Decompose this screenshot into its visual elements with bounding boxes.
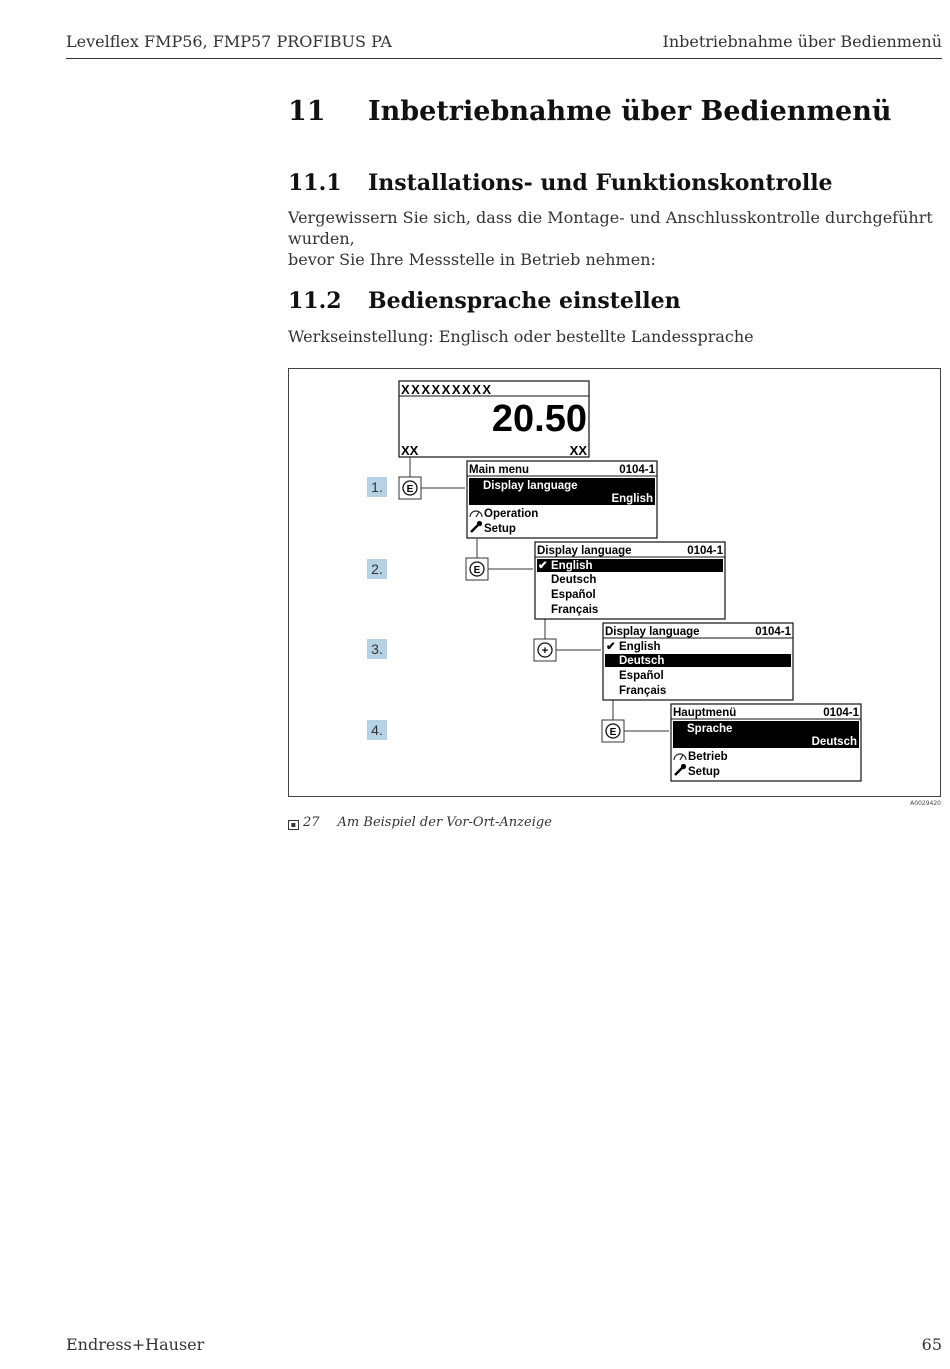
chapter-heading xyxy=(288,96,892,127)
menu-navigation-diagram xyxy=(289,369,942,798)
figure-caption-text: Am Beispiel der Vor-Ort-Anzeige xyxy=(337,815,552,830)
figure-icon: ▪ xyxy=(288,820,299,830)
enter-key-3-icon xyxy=(602,720,624,742)
svg-text:Español: Español xyxy=(619,670,664,682)
step-badge-3 xyxy=(367,639,387,659)
section-heading-1 xyxy=(288,170,833,196)
svg-text:Deutsch: Deutsch xyxy=(619,655,665,667)
svg-text:Sprache: Sprache xyxy=(687,723,733,735)
section-number-2: 11.2 xyxy=(288,288,342,314)
svg-text:Setup: Setup xyxy=(484,523,516,535)
svg-text:E: E xyxy=(406,484,414,495)
svg-text:Display language: Display language xyxy=(605,626,700,638)
svg-text:0104-1: 0104-1 xyxy=(755,626,791,638)
svg-text:Betrieb: Betrieb xyxy=(688,751,728,763)
svg-text:Français: Français xyxy=(619,685,667,697)
section-2-paragraph: Werkseinstellung: Englisch oder bestellte Landessprache xyxy=(288,327,754,346)
section-1-line-2: bevor Sie Ihre Messstelle in Betrieb nehmen: xyxy=(288,250,656,269)
plus-key-icon xyxy=(534,639,556,661)
svg-text:4.: 4. xyxy=(371,722,383,738)
section-1-line-1: Vergewissern Sie sich, dass die Montage- und Anschlusskontrolle durchgeführt wurden, xyxy=(288,208,933,248)
step-badge-2 xyxy=(367,559,387,579)
section-1-paragraph xyxy=(288,207,938,270)
svg-text:English: English xyxy=(611,493,653,505)
svg-text:Operation: Operation xyxy=(484,508,539,520)
svg-text:0104-1: 0104-1 xyxy=(619,464,655,476)
figure-code: A0029420 xyxy=(910,800,941,807)
language-list-screen-1 xyxy=(535,542,725,619)
step-badge-1 xyxy=(367,477,387,497)
enter-key-2-icon xyxy=(466,558,488,580)
svg-text:Setup: Setup xyxy=(688,766,720,778)
step-badge-4 xyxy=(367,720,387,740)
checkmark-icon: ✔ xyxy=(606,641,616,653)
section-number-1: 11.1 xyxy=(288,170,342,196)
figure-caption xyxy=(288,815,552,830)
svg-text:0104-1: 0104-1 xyxy=(823,707,859,719)
section-heading-2 xyxy=(288,288,681,314)
svg-text:E: E xyxy=(473,565,481,576)
svg-text:1.: 1. xyxy=(371,479,383,495)
enter-key-1-icon xyxy=(399,477,421,499)
chapter-number: 11 xyxy=(288,96,326,127)
svg-text:Hauptmenü: Hauptmenü xyxy=(673,707,737,719)
hauptmenu-screen xyxy=(671,704,861,781)
svg-text:Deutsch: Deutsch xyxy=(551,574,597,586)
svg-text:Deutsch: Deutsch xyxy=(811,736,857,748)
svg-text:English: English xyxy=(551,560,593,572)
section-title-1: Installations- und Funktionskontrolle xyxy=(368,170,833,196)
svg-text:English: English xyxy=(619,641,661,653)
svg-text:Español: Español xyxy=(551,589,596,601)
running-header-right: Inbetriebnahme über Bedienmenü xyxy=(662,32,942,51)
page-number: 65 xyxy=(921,1335,942,1354)
svg-text:0104-1: 0104-1 xyxy=(687,545,723,557)
svg-text:Main menu: Main menu xyxy=(469,464,530,476)
svg-text:2.: 2. xyxy=(371,561,383,577)
figure-number: 27 xyxy=(303,815,320,830)
value-display xyxy=(399,381,589,458)
language-list-screen-2 xyxy=(603,623,793,700)
svg-text:E: E xyxy=(609,727,617,738)
checkmark-icon: ✔ xyxy=(538,560,548,572)
header-rule xyxy=(66,58,942,59)
footer-brand: Endress+Hauser xyxy=(66,1335,205,1354)
figure-frame xyxy=(288,368,941,797)
running-header-left: Levelflex FMP56, FMP57 PROFIBUS PA xyxy=(66,32,392,51)
display-bottom-right: XX xyxy=(569,443,587,458)
svg-text:Display language: Display language xyxy=(537,545,632,557)
section-title-2: Bediensprache einstellen xyxy=(368,288,681,314)
svg-text:+: + xyxy=(541,645,549,657)
display-bottom-left: XX xyxy=(401,443,419,458)
svg-text:Display language: Display language xyxy=(483,480,578,492)
display-header: XXXXXXXXX xyxy=(401,382,493,397)
svg-text:Français: Français xyxy=(551,604,599,616)
main-menu-screen xyxy=(467,461,657,538)
svg-text:3.: 3. xyxy=(371,641,383,657)
display-value: 20.50 xyxy=(491,398,587,440)
chapter-title: Inbetriebnahme über Bedienmenü xyxy=(368,96,892,127)
